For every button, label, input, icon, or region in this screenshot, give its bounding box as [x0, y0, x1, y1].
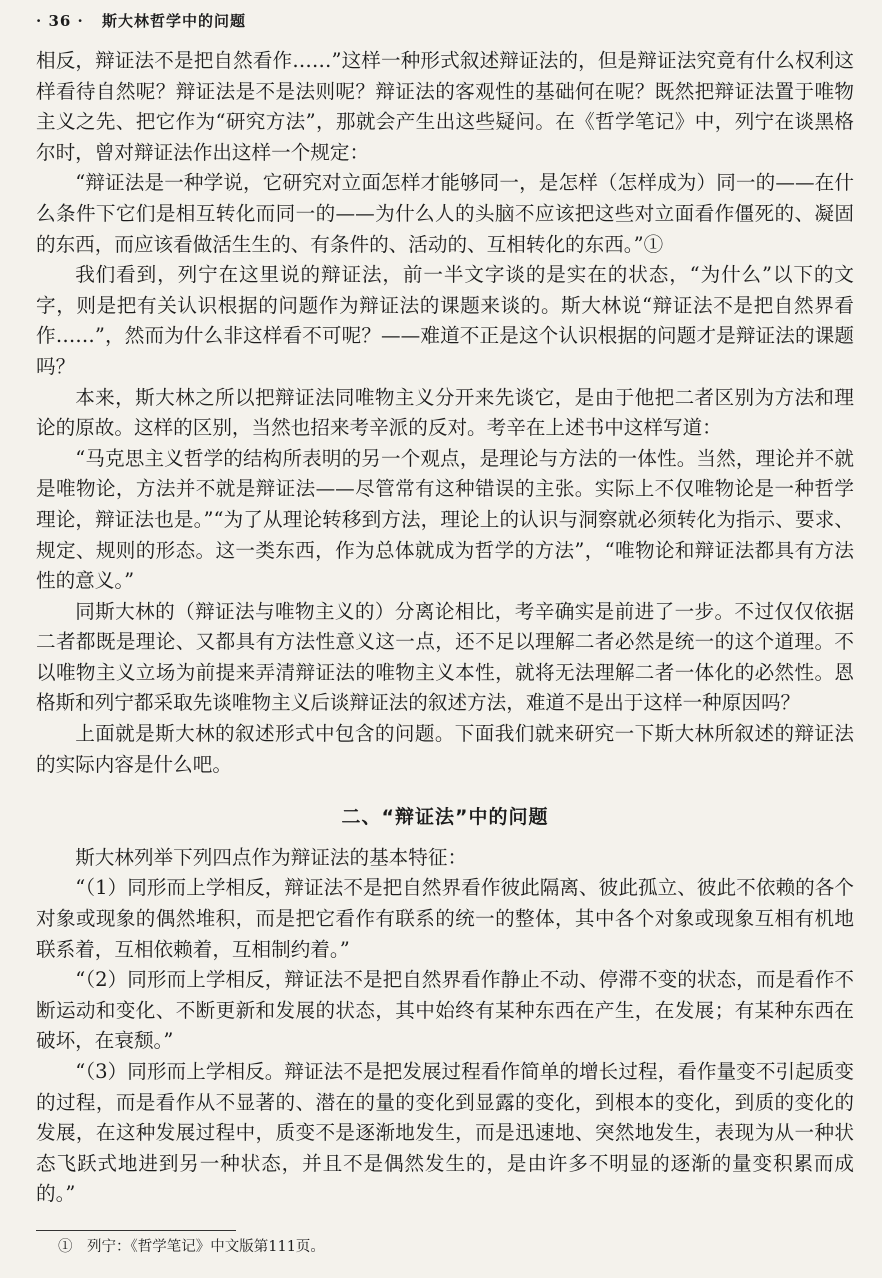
quote-paragraph: “（2）同形而上学相反，辩证法不是把自然界看作静止不动、停滞不变的状态，而是看作不断运动和变化、不断更新和发展的状态，其中始终有某种东西在产生，在发展；有某种东西在破坏，在衰颓。”: [36, 968, 854, 1053]
paragraph: 相反，辩证法不是把自然看作……”这样一种形式叙述辩证法的，但是辩证法究竟有什么权利这样看待自然呢？辩证法是不是法则呢？辩证法的客观性的基础何在呢？既然把辩证法置于唯物主义之先、把它作为“研究方法”，那就会产生出这些疑问。在《哲学笔记》中，列宁在谈黑格尔时，曾对辩证法作出这样一个规定：: [36, 49, 854, 164]
paragraph: 我们看到，列宁在这里说的辩证法，前一半文字谈的是实在的状态，“为什么”以下的文字，则是把有关认识根据的问题作为辩证法的课题来谈的。斯大林说“辩证法不是把自然界看作……”，然而为什么非这样看不可呢？——难道不正是这个认识根据的问题才是辩证法的课题吗？: [36, 263, 854, 378]
quote-paragraph: “（3）同形而上学相反。辩证法不是把发展过程看作简单的增长过程，看作量变不引起质变的过程，而是看作从不显著的、潜在的量的变化到显露的变化，到根本的变化，到质的变化的发展，在这种发展过程中，质变不是逐渐地发生，而是迅速地、突然地发生，表现为从一种状态飞跃式地进到另一种状态，并且不是偶然发生的，是由许多不明显的逐渐的量变积累而成的。”: [36, 1060, 854, 1206]
quote-paragraph: “辩证法是一种学说，它研究对立面怎样才能够同一，是怎样（怎样成为）同一的——在什么条件下它们是相互转化而同一的——为什么人的头脑不应该把这些对立面看作僵死的、凝固的东西，而应该看做活生生的、有条件的、活动的、互相转化的东西。”①: [36, 171, 854, 256]
page-number: · 36 ·: [36, 12, 84, 30]
quote-paragraph: “马克思主义哲学的结构所表明的另一个观点，是理论与方法的一体性。当然，理论并不就是唯物论，方法并不就是辩证法——尽管常有这种错误的主张。实际上不仅唯物论是一种哲学理论，辩证法也是。”“为了从理论转移到方法，理论上的认识与洞察就必须转化为指示、要求、规定、规则的形态。这一类东西，作为总体就成为哲学的方法”，“唯物论和辩证法都具有方法性的意义。”: [36, 446, 854, 593]
page-body: [36, 46, 854, 1210]
section-gap: [36, 780, 854, 802]
section-title: 二、“辩证法”中的问题: [341, 806, 549, 829]
paragraph: 同斯大林的（辩证法与唯物主义的）分离论相比，考辛确实是前进了一步。不过仅仅依据二者都既是理论、又都具有方法性意义这一点，还不足以理解二者必然是统一的这个道理。不以唯物主义立场为前提来弄清辩证法的唯物主义本性，就将无法理解二者一体化的必然性。恩格斯和列宁都采取先谈唯物主义后谈辩证法的叙述方法，难道不是出于这样一种原因吗？: [36, 599, 854, 715]
quote-paragraph: “（1）同形而上学相反，辩证法不是把自然界看作彼此隔离、彼此孤立、彼此不依赖的各个对象或现象的偶然堆积，而是把它看作有联系的统一的整体，其中各个对象或现象互相有机地联系着，互相依赖着，互相制约着。”: [36, 876, 854, 961]
paragraph: 本来，斯大林之所以把辩证法同唯物主义分开来先谈它，是由于他把二者区别为方法和理论的原故。这样的区别，当然也招来考辛派的反对。考辛在上述书中这样写道：: [36, 385, 854, 440]
paragraph: 上面就是斯大林的叙述形式中包含的问题。下面我们就来研究一下斯大林所叙述的辩证法的实际内容是什么吧。: [36, 722, 854, 776]
footnote: ① 列宁：《哲学笔记》中文版第111页。: [58, 1239, 325, 1255]
footnote-rule: [36, 1230, 236, 1231]
running-header: [36, 10, 246, 31]
paragraph: 斯大林列举下列四点作为辩证法的基本特征：: [75, 845, 468, 869]
book-title: 斯大林哲学中的问题: [102, 12, 247, 30]
